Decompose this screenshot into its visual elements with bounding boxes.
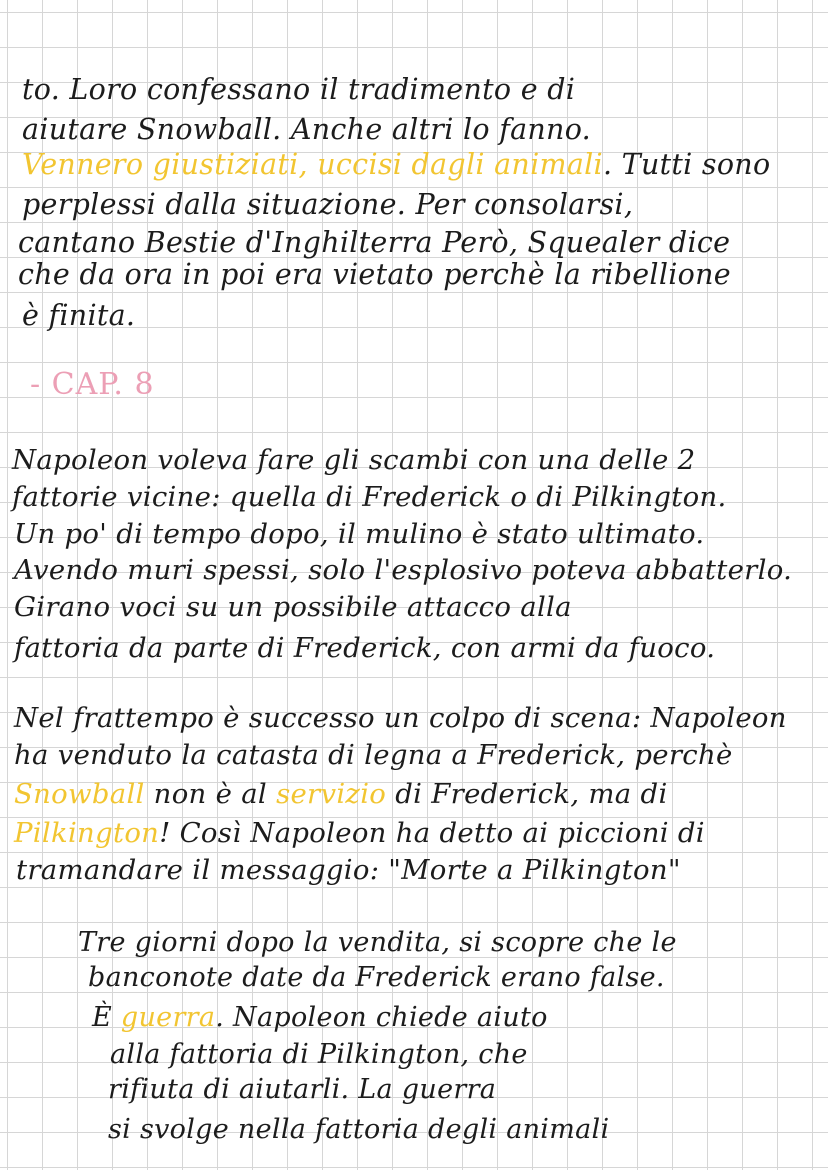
text-line	[16, 852, 681, 888]
text-line	[14, 815, 705, 851]
text-line	[14, 737, 733, 773]
text-segment: Napoleon voleva fare gli scambi con una delle 2	[12, 444, 696, 476]
text-line	[14, 700, 787, 736]
text-line	[22, 147, 770, 183]
text-line	[14, 552, 792, 588]
text-segment: di Frederick, ma di	[386, 778, 668, 810]
highlighted-phrase: servizio	[276, 778, 387, 810]
text-segment: è finita.	[22, 299, 136, 332]
text-segment: Tre giorni dopo la vendita, si scopre che le	[78, 927, 677, 958]
text-line	[14, 589, 572, 625]
text-line	[18, 225, 730, 261]
text-segment: cantano Bestie d'Inghilterra Però, Squealer dice	[18, 226, 731, 259]
chapter-heading: - CAP. 8	[30, 367, 155, 402]
text-segment: . Napoleon chiede aiuto	[215, 1002, 548, 1033]
text-segment: non è al	[144, 778, 277, 810]
text-line	[22, 72, 575, 108]
text-segment: È	[92, 1002, 121, 1033]
text-segment: fattorie vicine: quella di Frederick o di Pilkington.	[12, 481, 727, 513]
text-line	[78, 925, 677, 961]
text-segment: ! Così Napoleon ha detto ai piccioni di	[159, 817, 705, 849]
text-line	[22, 298, 135, 334]
highlighted-phrase: Pilkington	[14, 817, 160, 849]
text-line	[22, 112, 591, 148]
text-segment: banconote date da Frederick erano false.	[88, 962, 665, 993]
text-line	[110, 1037, 528, 1073]
text-segment: alla fattoria di Pilkington, che	[110, 1039, 528, 1070]
text-line	[12, 442, 695, 478]
text-segment: Girano voci su un possibile attacco alla	[14, 591, 572, 623]
text-segment: che da ora in poi era vietato perchè la ribellione	[18, 258, 731, 291]
text-line	[14, 516, 704, 552]
text-segment: aiutare Snowball. Anche altri lo fanno.	[22, 113, 592, 146]
text-segment: rifiuta di aiutarli. La guerra	[108, 1074, 497, 1105]
highlighted-phrase: Vennero giustiziati, uccisi dagli animali	[22, 148, 603, 181]
highlighted-phrase: guerra	[120, 1002, 216, 1033]
text-segment: . Tutti sono	[602, 148, 771, 181]
text-line	[108, 1072, 496, 1108]
text-segment: tramandare il messaggio: "Morte a Pilkington"	[16, 854, 681, 886]
text-segment: Avendo muri spessi, solo l'esplosivo poteva abbatterlo.	[14, 554, 793, 586]
text-line	[18, 257, 731, 293]
text-line	[12, 479, 727, 515]
text-line	[88, 960, 665, 996]
text-line	[14, 630, 715, 666]
text-segment: Un po' di tempo dopo, il mulino è stato ultimato.	[14, 518, 705, 550]
text-segment: si svolge nella fattoria degli animali	[108, 1114, 610, 1145]
text-line	[92, 1000, 548, 1036]
text-segment: perplessi dalla situazione. Per consolarsi,	[22, 188, 634, 221]
text-segment: ha venduto la catasta di legna a Frederick, perchè	[14, 739, 733, 771]
text-line	[14, 776, 668, 812]
text-line	[22, 187, 633, 223]
text-segment: fattoria da parte di Frederick, con armi da fuoco.	[14, 632, 716, 664]
text-line	[108, 1112, 609, 1148]
highlighted-phrase: Snowball	[14, 778, 145, 810]
text-segment: to. Loro confessano il tradimento e di	[22, 73, 576, 106]
text-segment: Nel frattempo è successo un colpo di scena: Napoleon	[14, 702, 787, 734]
